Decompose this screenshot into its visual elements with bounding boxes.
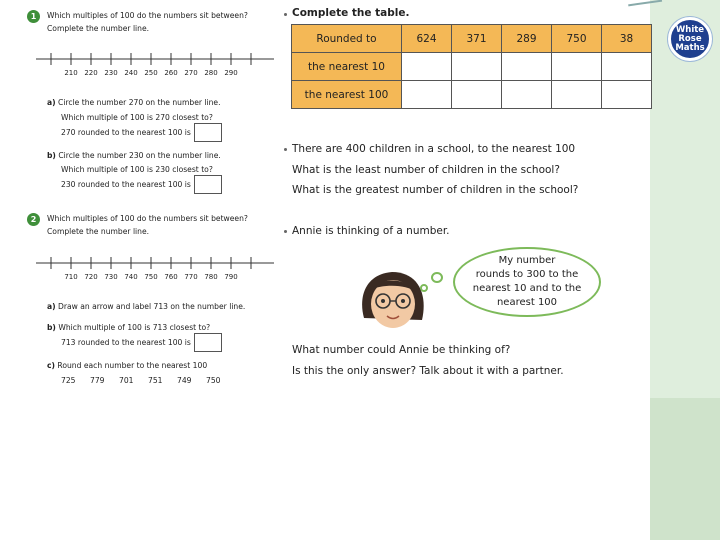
q4-line-1: There are 400 children in a school, to the nearest 100 [292,143,576,155]
q2-part-b [47,323,210,333]
number-line-label: 270 [184,69,198,77]
q1-part-b-rounding: 230 rounded to the nearest 100 is [61,180,191,189]
number-line-label: 220 [84,69,98,77]
q5-question-1: What number could Annie be thinking of? [292,344,511,356]
q5-intro: Annie is thinking of a number. [292,225,450,237]
q4-line-2: What is the least number of children in the school? [292,164,560,176]
number-line-label: 260 [164,69,178,77]
thought-dot [431,272,443,283]
table-cell-input[interactable] [502,53,552,81]
table-row-label: the nearest 10 [292,53,402,81]
white-rose-maths-logo [668,17,712,61]
sidebar-lower-strip [650,398,720,540]
table-cell-input[interactable] [502,81,552,109]
number-line-label: 770 [184,273,198,281]
number-line-label: 790 [224,273,238,281]
q1-title: Which multiples of 100 do the numbers sit between? [47,11,248,20]
question-1-badge: 1 [27,10,40,23]
thought-dot [420,284,428,292]
q4-line-3: What is the greatest number of children in the school? [292,184,579,196]
number-line-label: 280 [204,69,218,77]
q1-part-b-text: Circle the number 230 on the number line. [58,151,221,160]
number-line-label: 740 [124,273,138,281]
number-line-label: 720 [84,273,98,281]
table-header-label: Rounded to [292,25,402,53]
table-cell-input[interactable] [402,53,452,81]
q2-round-value: 749 [177,376,192,385]
q2-part-b-rounding: 713 rounded to the nearest 100 is [61,338,191,347]
number-line-label: 710 [64,273,78,281]
bullet-marker [284,13,287,16]
table-cell-input[interactable] [602,81,652,109]
q1-part-b-label: b) [47,151,56,160]
logo-line-2: Rose [678,33,702,44]
q1-part-a-rounding: 270 rounded to the nearest 100 is [61,128,191,137]
number-line-label: 780 [204,273,218,281]
table-header-value: 38 [602,25,652,53]
table-row [292,53,652,81]
number-line-label: 290 [224,69,238,77]
q1-part-b [47,151,221,161]
bullet-marker [284,148,287,151]
table-cell-input[interactable] [402,81,452,109]
rounding-table [291,24,652,109]
q2-part-a-text: Draw an arrow and label 713 on the number line. [58,302,246,311]
annie-character [356,266,430,336]
q2-part-b-question: Which multiple of 100 is 713 closest to? [58,323,211,332]
q2-number-line[interactable] [36,249,276,281]
q2-part-b-answer-box[interactable] [194,333,222,352]
q2-part-c [47,361,207,371]
q2-title: Which multiples of 100 do the numbers sit between? [47,214,248,223]
table-cell-input[interactable] [452,53,502,81]
question-2-badge: 2 [27,213,40,226]
number-line-label: 760 [164,273,178,281]
thought-bubble-text: My number rounds to 300 to the nearest 10 and to the nearest 100 [472,255,582,308]
table-header-value: 289 [502,25,552,53]
table-cell-input[interactable] [552,53,602,81]
q2-round-value: 701 [119,376,134,385]
q3-title: Complete the table. [292,7,410,19]
table-header-value: 624 [402,25,452,53]
q1-instruction: Complete the number line. [47,24,150,33]
q2-part-c-label: c) [47,361,55,370]
number-line-label: 730 [104,273,118,281]
q2-round-value: 779 [90,376,105,385]
q1-part-a-answer-box[interactable] [194,123,222,142]
q2-part-b-label: b) [47,323,56,332]
number-line-label: 750 [144,273,158,281]
number-line-label: 240 [124,69,138,77]
table-header-value: 750 [552,25,602,53]
annie-eye [401,299,405,303]
q1-part-a-text: Circle the number 270 on the number line. [58,98,221,107]
q5-question-2: Is this the only answer? Talk about it with a partner. [292,365,564,377]
q1-part-b-question: Which multiple of 100 is 230 closest to? [61,165,213,174]
number-line-label: 210 [64,69,78,77]
table-header-value: 371 [452,25,502,53]
q2-part-a-label: a) [47,302,56,311]
q1-part-a-label: a) [47,98,56,107]
bullet-marker [284,230,287,233]
table-row-label: the nearest 100 [292,81,402,109]
table-cell-input[interactable] [602,53,652,81]
q1-part-a-question: Which multiple of 100 is 270 closest to? [61,113,213,122]
q1-part-a [47,98,221,108]
logo-line-3: Maths [675,42,705,53]
number-line-label: 230 [104,69,118,77]
q1-number-line[interactable] [36,45,276,77]
q2-round-value: 751 [148,376,163,385]
table-cell-input[interactable] [452,81,502,109]
table-cell-input[interactable] [552,81,602,109]
q2-instruction: Complete the number line. [47,227,150,236]
q2-round-value: 725 [61,376,76,385]
table-row [292,25,652,53]
q2-part-a [47,302,245,312]
q2-round-value: 750 [206,376,221,385]
q2-part-c-text: Round each number to the nearest 100 [57,361,208,370]
annie-eye [381,299,385,303]
q1-part-b-answer-box[interactable] [194,175,222,194]
logo-line-1: White [675,24,705,35]
table-row [292,81,652,109]
number-line-label: 250 [144,69,158,77]
